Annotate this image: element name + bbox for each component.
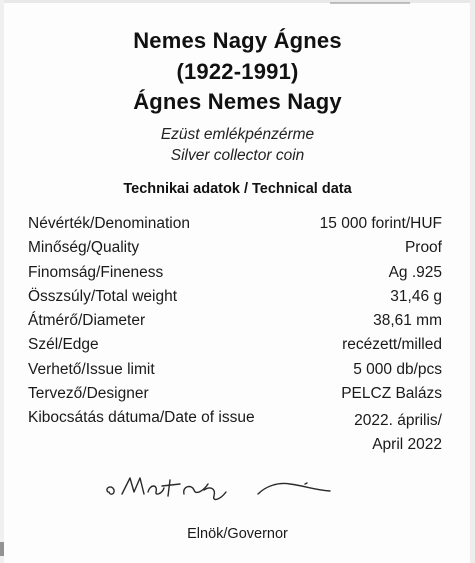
spec-value: 31,46 g [390, 287, 442, 305]
spec-value: PELCZ Balázs [341, 385, 442, 403]
spec-label: Átmérő/Diameter [28, 312, 146, 330]
corner-mark [0, 542, 4, 556]
handwritten-signature [100, 470, 360, 510]
subtitle-hungarian: Ezüst emlékpénzérme [160, 126, 315, 143]
spec-value: recézett/milled [342, 336, 442, 354]
technical-data-table [28, 215, 442, 457]
spec-value: Ag .925 [388, 263, 442, 281]
title-years: (1922-1991) [176, 59, 299, 84]
spec-value [354, 409, 442, 457]
spec-row-designer [28, 385, 442, 409]
edge-mark [330, 2, 410, 4]
spec-value: 5 000 db/pcs [353, 360, 442, 378]
spec-row-edge [28, 336, 442, 360]
spec-label: Névérték/Denomination [28, 215, 190, 232]
spec-label: Kibocsátás dátuma/Date of issue [28, 409, 255, 427]
spec-value: Proof [404, 239, 442, 257]
spec-label: Tervező/Designer [28, 385, 149, 403]
spec-label: Szél/Edge [28, 336, 99, 354]
spec-value: 15 000 forint/HUF [319, 215, 442, 232]
spec-row-diameter [28, 312, 442, 336]
title-hungarian-name: Nemes Nagy Ágnes [133, 28, 342, 53]
spec-row-fineness [28, 264, 442, 288]
spec-row-issue-limit [28, 361, 442, 385]
spec-row-date-of-issue [28, 409, 442, 457]
spec-label: Finomság/Fineness [28, 263, 164, 281]
spec-value-line1: 2022. április/ [354, 412, 442, 430]
spec-label: Verhető/Issue limit [28, 360, 155, 378]
signature-caption: Elnök/Governor [187, 526, 288, 542]
spec-value: 38,61 mm [373, 312, 442, 330]
spec-row-total-weight [28, 288, 442, 312]
section-heading: Technikai adatok / Technical data [123, 181, 352, 197]
spec-label: Minőség/Quality [28, 239, 140, 257]
spec-row-denomination [28, 215, 442, 239]
title-english-name: Ágnes Nemes Nagy [133, 89, 342, 114]
spec-row-quality [28, 239, 442, 263]
subtitle-english: Silver collector coin [170, 147, 305, 164]
spec-label: Összsúly/Total weight [28, 287, 178, 305]
spec-value-line2: April 2022 [372, 436, 442, 454]
